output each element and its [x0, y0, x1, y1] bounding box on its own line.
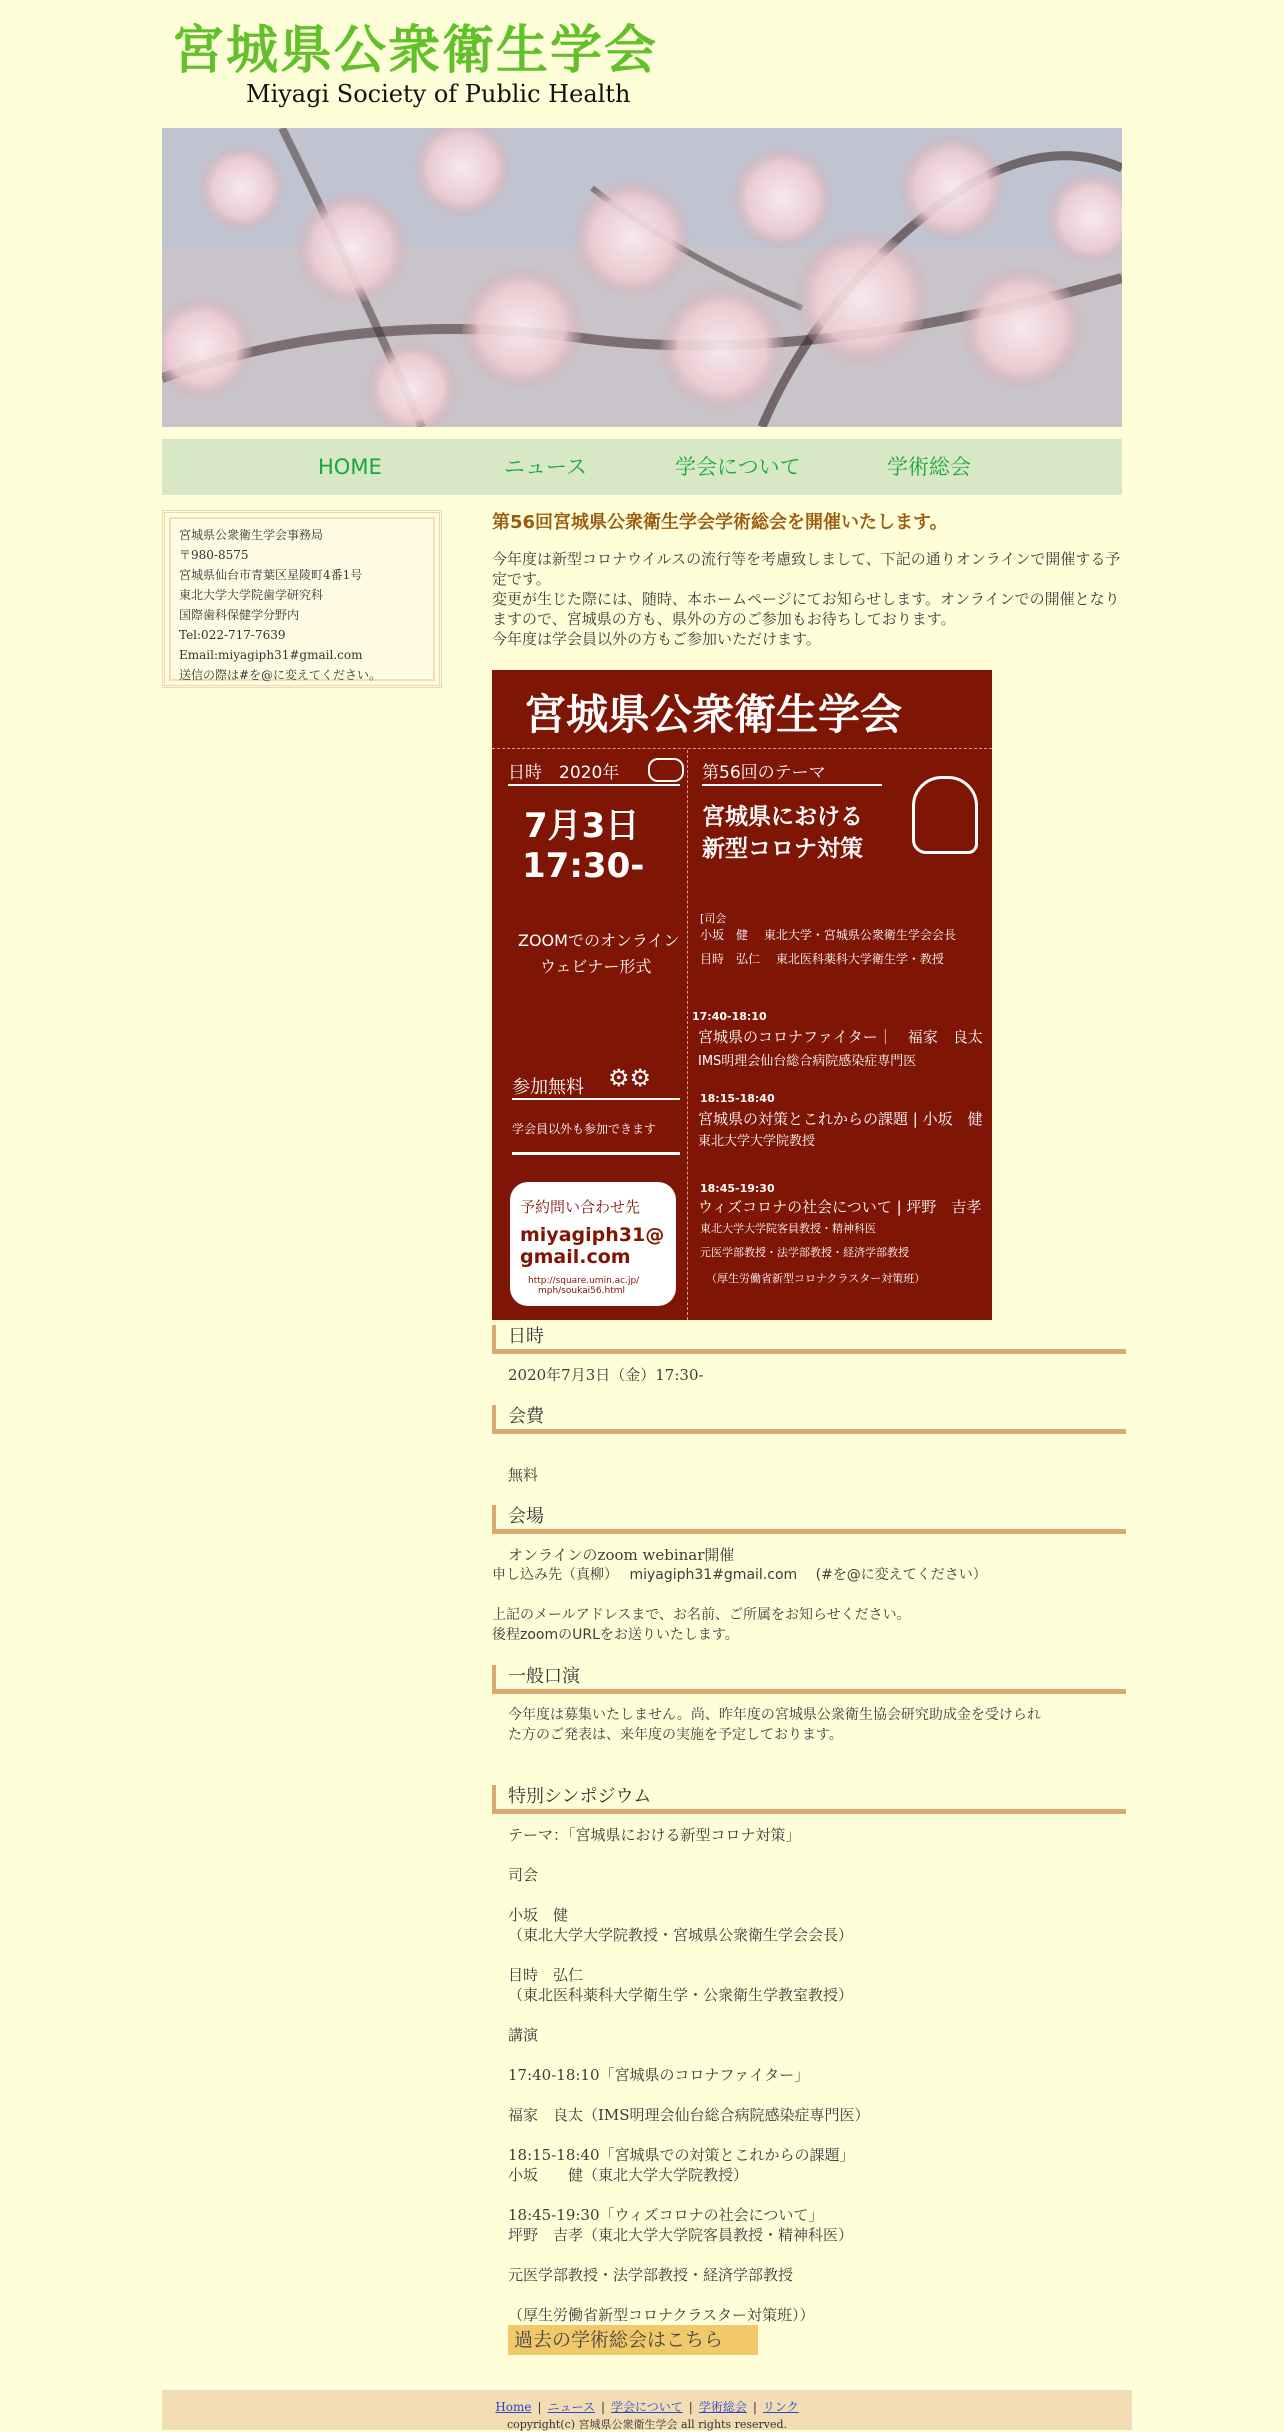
symposium-chair2-name: 目時 弘仁 [508, 1966, 584, 1984]
poster-session3-affiliation2: 元医学部教授・法学部教授・経済学部教授 [700, 1246, 909, 1259]
footer [162, 2390, 1132, 2430]
sidebar-tel: Tel:022-717-7639 [179, 628, 286, 642]
poster-session2-time: 18:15-18:40 [700, 1092, 775, 1105]
nav-item-about[interactable]: 学会について [675, 455, 801, 479]
footer-links: Home | ニュース | 学会について | 学術総会 | リンク [495, 2400, 799, 2414]
intro-text [492, 549, 1122, 649]
poster-contact-header: 予約問い合わせ先 [520, 1198, 641, 1216]
sidebar-address: 宮城県仙台市青葉区星陵町4番1号 [179, 568, 363, 582]
poster-contact-email-line2: gmail.com [520, 1246, 631, 1268]
general-text-2: た方のご発表は、来年度の実施を予定しております。 [508, 1727, 843, 1743]
intro-paragraph: 今年度は新型コロナウイルスの流行等を考慮致しまして、下記の通りオンラインで開催する予定です。 [492, 550, 1121, 588]
sidebar-contact-box [162, 510, 442, 688]
poster-session2-affiliation: 東北大学大学院教授 [698, 1134, 816, 1149]
symposium-lecture2-speaker: 小坂 健（東北大学大学院教授） [508, 2166, 749, 2184]
symposium-chair-label: 司会 [508, 1866, 539, 1884]
poster-fee-header: 参加無料 [512, 1077, 584, 1098]
apply-note-2: 後程zoomのURLをお送りいたします。 [492, 1627, 739, 1643]
poster-session2-title: 宮城県の対策とこれからの課題 | 小坂 健 [698, 1110, 983, 1128]
section-heading-label: 会費 [508, 1406, 544, 1427]
symposium-chair1-affiliation: （東北大学大学院教授・宮城県公衆衛生学会会長） [508, 1926, 854, 1944]
footer-link-news[interactable]: ニュース [547, 2400, 595, 2414]
sidebar-email-note: 送信の際は#を@に変えてください。 [179, 668, 382, 682]
intro-paragraph: 今年度は学会員以外の方もご参加いただけます。 [492, 630, 821, 648]
poster-theme-line1: 宮城県における [702, 804, 863, 830]
symposium-lecture2: 18:15-18:40「宮城県での対策とこれからの課題」 [508, 2146, 855, 2164]
venue-text: オンラインのzoom webinar開催 [508, 1546, 735, 1564]
sidebar-office-name: 宮城県公衆衛生学会事務局 [179, 528, 324, 542]
poster-session3-affiliation3: （厚生労働省新型コロナクラスター対策班） [706, 1272, 926, 1285]
gear-icon: ⚙⚙ [608, 1064, 652, 1092]
symposium-lecture3: 18:45-19:30「ウィズコロナの社会について」 [508, 2206, 824, 2224]
event-poster [492, 670, 992, 1320]
poster-time: 17:30- [522, 846, 645, 886]
symposium-chair1-name: 小坂 健 [508, 1906, 569, 1924]
apply-note-1: 上記のメールアドレスまで、お名前、ご所属をお知らせください。 [492, 1607, 911, 1623]
sidebar-department: 国際歯科保健学分野内 [179, 608, 300, 622]
symposium-lecture3-extra: 元医学部教授・法学部教授・経済学部教授 [508, 2266, 794, 2284]
intro-paragraph: 変更が生じた際には、随時、本ホームページにてお知らせします。オンラインでの開催となりますので、宮城県の方も、県外の方のご参加もお待ちしております。 [492, 590, 1120, 628]
footer-link-home[interactable]: Home [495, 2400, 532, 2414]
sidebar-institution: 東北大学大学院歯学研究科 [179, 588, 324, 602]
section-heading-label: 会場 [508, 1506, 544, 1527]
symposium-theme: テーマ：「宮城県における新型コロナ対策」 [508, 1826, 801, 1844]
nav-item-annual-meeting[interactable]: 学術総会 [887, 455, 971, 479]
poster-session1-title: 宮城県のコロナファイター｜ 福家 良太 [698, 1028, 983, 1046]
footer-link-about[interactable]: 学会について [611, 2400, 683, 2414]
footer-copyright: copyright(c) 宮城県公衆衛生学会 all rights reserved. [506, 2418, 788, 2431]
poster-session3-affiliation1: 東北大学大学院客員教授・精神科医 [700, 1222, 876, 1235]
poster-contact-email-line1: miyagiph31@ [520, 1224, 665, 1246]
brain-head-icon [912, 776, 978, 854]
past-meetings-button[interactable]: 過去の学術総会はこちら [508, 2325, 758, 2355]
site-subtitle: Miyagi Society of Public Health [246, 80, 631, 108]
poster-contact-url-line1: http://square.umin.ac.jp/ [528, 1276, 640, 1286]
poster-session3-time: 18:45-19:30 [700, 1182, 775, 1195]
section-heading-general [492, 1665, 1126, 1694]
poster-session1-affiliation: IMS明理会仙台総合病院感染症専門医 [698, 1054, 917, 1069]
speech-bubble-icon [648, 758, 684, 782]
poster-chair-label: [司会 [700, 912, 727, 925]
sidebar-email: Email:miyagiph31#gmail.com [179, 648, 363, 662]
site-title[interactable]: 宮城県公衆衛生学会 [172, 21, 659, 81]
poster-theme-line2: 新型コロナ対策 [702, 836, 863, 862]
page-title: 第56回宮城県公衆衛生学会学術総会を開催いたします。 [492, 512, 948, 533]
symposium-lecture3-extra2: （厚生労働省新型コロナクラスター対策班）） [508, 2306, 815, 2324]
date-text: 2020年7月3日（金）17:30- [508, 1366, 704, 1384]
poster-theme-header: 第56回のテーマ [702, 763, 826, 783]
main-nav [162, 439, 1122, 495]
poster-title: 宮城県公衆衛生学会 [524, 690, 903, 739]
symposium-lecture1-speaker: 福家 良太（IMS明理会仙台総合病院感染症専門医） [508, 2106, 870, 2124]
section-heading-fee [492, 1405, 1126, 1434]
poster-contact-card [510, 1182, 676, 1306]
section-heading-label: 一般口演 [508, 1666, 580, 1687]
footer-link-links[interactable]: リンク [762, 2400, 799, 2414]
fee-text: 無料 [508, 1466, 539, 1484]
section-heading-label: 日時 [508, 1326, 544, 1347]
poster-format-line1: ZOOMでのオンライン [518, 931, 680, 950]
nav-item-home[interactable]: HOME [318, 455, 382, 479]
poster-date-header: 日時 2020年 [508, 763, 620, 783]
apply-text: 申し込み先（真柳） miyagiph31#gmail.com (#を@に変えてください） [492, 1567, 987, 1583]
nav-item-news[interactable]: ニュース [504, 455, 587, 479]
sidebar-postal-code: 〒980-8575 [179, 548, 249, 562]
poster-session3-title: ウィズコロナの社会について | 坪野 吉孝 [698, 1198, 982, 1216]
section-heading-venue [492, 1505, 1126, 1534]
poster-format-line2: ウェビナー形式 [540, 957, 652, 976]
section-heading-date [492, 1325, 1126, 1354]
poster-contact-url-line2: mph/soukai56.html [538, 1286, 625, 1296]
symposium-lecture-label: 講演 [508, 2026, 539, 2044]
symposium-lecture1: 17:40-18:10「宮城県のコロナファイター」 [508, 2066, 810, 2084]
footer-link-annual-meeting[interactable]: 学術総会 [698, 2400, 747, 2414]
hero-cherry-blossom-image [162, 128, 1122, 427]
poster-fee-note: 学会員以外も参加できます [512, 1122, 657, 1136]
poster-chair-1: 小坂 健 東北大学・宮城県公衆衛生学会会長 [700, 928, 956, 942]
symposium-lecture3-speaker: 坪野 吉孝（東北大学大学院客員教授・精神科医） [508, 2226, 854, 2244]
poster-chair-2: 目時 弘仁 東北医科薬科大学衛生学・教授 [700, 952, 944, 966]
section-heading-label: 特別シンポジウム [508, 1786, 652, 1807]
general-text-1: 今年度は募集いたしません。尚、昨年度の宮城県公衆衛生協会研究助成金を受けられ [508, 1707, 1041, 1723]
poster-date: 7月3日 [524, 806, 640, 846]
symposium-chair2-affiliation: （東北医科薬科大学衛生学・公衆衛生学教室教授） [508, 1986, 854, 2004]
section-heading-symposium [492, 1785, 1126, 1814]
poster-session1-time: 17:40-18:10 [692, 1010, 767, 1023]
